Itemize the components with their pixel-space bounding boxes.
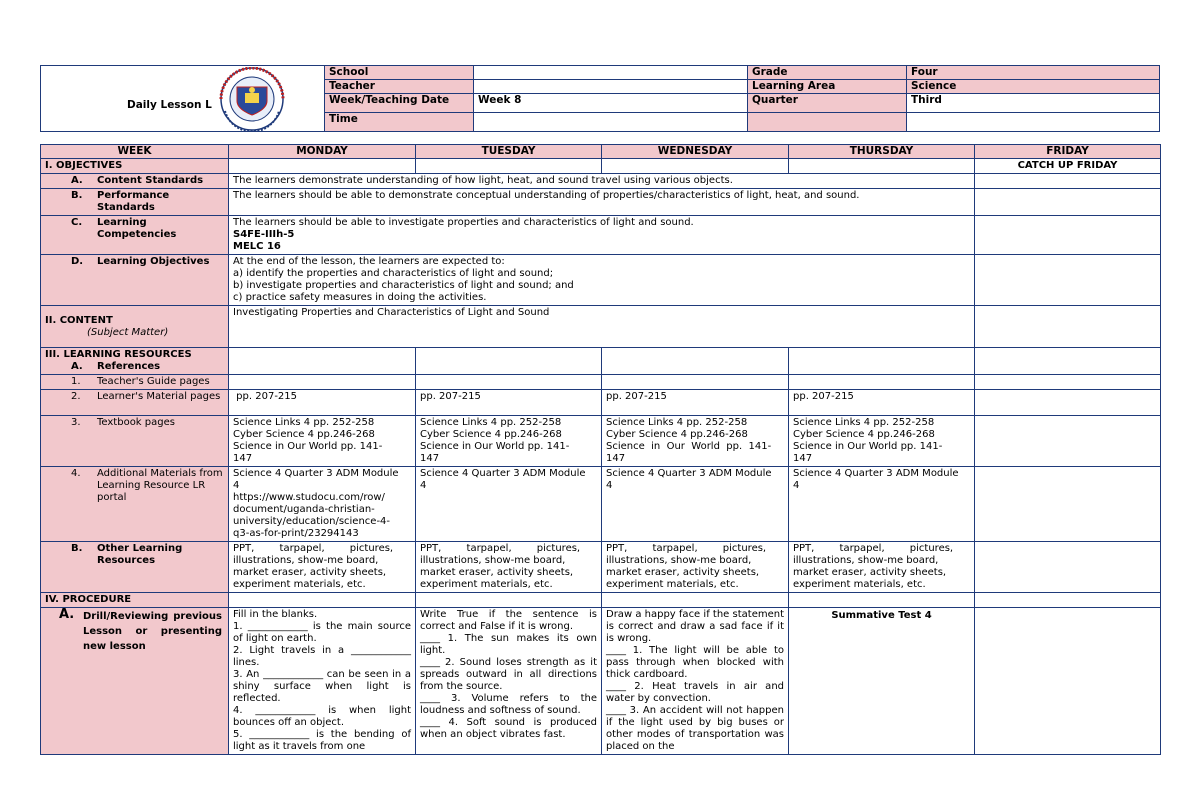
school-value (474, 66, 748, 80)
text-line: Fill in the blanks. (233, 609, 318, 620)
item-label: Learning Objectives (97, 256, 210, 267)
text-line: Draw a happy face if the statement is correct and draw a sad face if it is wrong. (606, 609, 784, 644)
text-line: Cyber Science 4 pp.246-268 (233, 429, 375, 440)
text-line: 147 (420, 453, 440, 464)
text-line: ____ 2. Sound loses strength as it spreads outward in all directions from the source. (420, 657, 597, 692)
lesson-table (40, 144, 1161, 755)
empty-cell (975, 174, 1161, 189)
other-resources-monday (229, 542, 416, 593)
empty-cell (975, 216, 1161, 255)
empty-cell (229, 375, 416, 390)
empty-cell (975, 467, 1161, 542)
col-tuesday: TUESDAY (416, 145, 602, 159)
item-label: Additional Materials from Learning Resource LR portal (97, 468, 223, 503)
col-friday: FRIDAY (975, 145, 1161, 159)
textbook-tuesday (416, 416, 602, 467)
text-line: Science Links 4 pp. 252-258 (793, 417, 935, 428)
content-heading: II. CONTENT (45, 314, 113, 326)
text-line: 4 (606, 480, 613, 491)
grade-value: Four (907, 66, 1160, 80)
empty-cell (975, 189, 1161, 216)
col-week: WEEK (41, 145, 229, 159)
textbook-pages-label (41, 416, 229, 467)
content-label (41, 306, 229, 348)
text-line: Science Links 4 pp. 252-258 (420, 417, 562, 428)
text-line: PPT, tarpapel, pictures, (606, 543, 767, 554)
teacher-label: Teacher (325, 80, 474, 94)
text-line: experiment materials, etc. (793, 579, 926, 590)
text-line: experiment materials, etc. (420, 579, 553, 590)
text-line: Science 4 Quarter 3 ADM Module (233, 468, 399, 479)
content-text: Investigating Properties and Characteristics of Light and Sound (229, 306, 975, 348)
text-line: Science Links 4 pp. 252-258 (606, 417, 748, 428)
empty-cell (789, 348, 975, 375)
text-line: market eraser, activity sheets, (793, 567, 947, 578)
empty-cell (975, 416, 1161, 467)
resource-link[interactable]: university/education/science-4- (233, 516, 391, 527)
lm-pages-wednesday: pp. 207-215 (602, 390, 789, 416)
item-label: Textbook pages (97, 417, 175, 428)
item-label: Learner's Material pages (97, 391, 221, 402)
text-line: market eraser, activity sheets, (420, 567, 574, 578)
additional-monday (229, 467, 416, 542)
text-line: Science in Our World pp. 141- (233, 441, 383, 452)
text-line: illustrations, show-me board, (606, 555, 752, 566)
item-letter: D. (71, 256, 84, 267)
empty-cell (975, 593, 1161, 608)
objective-line: a) identify the properties and characteristics of light and sound; (233, 268, 554, 279)
text-line: 4. ____________ is when light bounces off an object. (233, 705, 411, 728)
text-line: ____ 3. An accident will not happen if the light used by big buses or other modes of transportation was placed on the (606, 705, 784, 752)
empty-cell (416, 375, 602, 390)
text-line: Science in Our World pp. 141- (606, 441, 772, 452)
empty-cell (975, 375, 1161, 390)
empty-cell (602, 375, 789, 390)
col-monday: MONDAY (229, 145, 416, 159)
grade-label: Grade (748, 66, 907, 80)
item-label: Other Learning Resources (97, 543, 183, 566)
text-line: 4 (233, 480, 240, 491)
text-line: Science Links 4 pp. 252-258 (233, 417, 375, 428)
teacher-value (474, 80, 748, 94)
text-line: 147 (233, 453, 253, 464)
quarter-value: Third (907, 94, 1160, 113)
empty-cell (789, 375, 975, 390)
text-line: illustrations, show-me board, (420, 555, 566, 566)
teachers-guide-label (41, 375, 229, 390)
empty-cell (975, 348, 1161, 375)
empty-cell (602, 348, 789, 375)
text-line: market eraser, activity sheets, (233, 567, 387, 578)
competency-text: The learners should be able to investigate properties and characteristics of light and sound. (233, 217, 694, 228)
text-line: Science in Our World pp. 141- (420, 441, 570, 452)
quarter-label: Quarter (748, 94, 907, 113)
text-line: ____ 3. Volume refers to the loudness and softness of sound. (420, 693, 597, 716)
item-label: Drill/Reviewing previous Lesson or presenting new lesson (83, 611, 222, 652)
item-label: Learning Competencies (97, 217, 177, 240)
text-line: Cyber Science 4 pp.246-268 (420, 429, 562, 440)
item-label: References (97, 361, 161, 372)
text-line: ____ 1. The light will be able to pass through when blocked with thick cardboard. (606, 645, 784, 680)
textbook-monday (229, 416, 416, 467)
text-line: 1. ____________ is the main source of light on earth. (233, 621, 411, 644)
text-line: illustrations, show-me board, (793, 555, 939, 566)
item-letter: B. (71, 190, 83, 201)
procedure-heading: IV. PROCEDURE (41, 593, 229, 608)
empty-cell (975, 608, 1161, 755)
text-line: ____ 1. The sun makes its own light. (420, 633, 597, 656)
text-line: Science in Our World pp. 141- (793, 441, 943, 452)
drill-wednesday (602, 608, 789, 755)
objective-line: b) investigate properties and characteristics of light and sound; and (233, 280, 574, 291)
week-value: Week 8 (474, 94, 748, 113)
empty-cell (975, 390, 1161, 416)
competency-melc: MELC 16 (233, 241, 281, 252)
item-letter: A. (71, 361, 83, 372)
empty-cell (602, 593, 789, 608)
text-line: illustrations, show-me board, (233, 555, 379, 566)
doc-title: Daily Lesson L (127, 99, 212, 111)
col-thursday: THURSDAY (789, 145, 975, 159)
item-label: Teacher's Guide pages (97, 376, 210, 387)
objective-line: c) practice safety measures in doing the activities. (233, 292, 487, 303)
resource-link[interactable]: https://www.studocu.com/row/ (233, 492, 385, 503)
text-line: 4 (420, 480, 427, 491)
resource-link[interactable]: document/uganda-christian- (233, 504, 375, 515)
item-letter: B. (71, 543, 83, 554)
text-line: 147 (606, 453, 626, 464)
additional-materials-label (41, 467, 229, 542)
performance-standards-text: The learners should be able to demonstrate conceptual understanding of properties/characteristics of light, heat, and sound. (229, 189, 975, 216)
item-label: Performance Standards (97, 190, 170, 213)
text-line: ____ 4. Soft sound is produced when an object vibrates fast. (420, 717, 597, 740)
text-line: market eraser, activity sheets, (606, 567, 760, 578)
drill-thursday: Summative Test 4 (789, 608, 975, 755)
text-line: Cyber Science 4 pp.246-268 (793, 429, 935, 440)
content-standards-text: The learners demonstrate understanding of how light, heat, and sound travel using various objects. (229, 174, 975, 189)
area-value: Science (907, 80, 1160, 94)
performance-standards-label (41, 189, 229, 216)
empty-cell (229, 593, 416, 608)
empty-cell (416, 348, 602, 375)
other-resources-tuesday (416, 542, 602, 593)
other-resources-label (41, 542, 229, 593)
week-label: Week/Teaching Date (325, 94, 474, 113)
empty-cell (229, 348, 416, 375)
empty-cell (229, 159, 416, 174)
header-table (40, 65, 1160, 132)
learners-material-label (41, 390, 229, 416)
text-line: 4 (793, 480, 800, 491)
learning-objectives-text (229, 255, 975, 306)
competency-code: S4FE-IIIh-5 (233, 229, 295, 240)
drill-monday (229, 608, 416, 755)
other-resources-thursday (789, 542, 975, 593)
content-standards-label (41, 174, 229, 189)
item-number: 1. (71, 376, 81, 387)
objective-line: At the end of the lesson, the learners are expected to: (233, 256, 505, 267)
title-cell (41, 66, 325, 132)
text-line: Write True if the sentence is correct and False if it is wrong. (420, 609, 597, 632)
additional-wednesday (602, 467, 789, 542)
text-line: PPT, tarpapel, pictures, (420, 543, 581, 554)
resources-heading: III. LEARNING RESOURCES (45, 349, 192, 360)
empty-cell (975, 306, 1161, 348)
item-letter: A. (59, 607, 75, 622)
item-label: Content Standards (97, 175, 204, 186)
school-label: School (325, 66, 474, 80)
item-number: 2. (71, 391, 81, 402)
empty-cell (602, 159, 789, 174)
text-line: ____ 2. Heat travels in air and water by convection. (606, 681, 784, 704)
item-number: 4. (71, 468, 81, 479)
col-wednesday: WEDNESDAY (602, 145, 789, 159)
resource-link[interactable]: q3-as-for-print/23294143 (233, 528, 359, 539)
textbook-thursday (789, 416, 975, 467)
text-line: 147 (793, 453, 813, 464)
empty-cell (975, 255, 1161, 306)
drill-label (41, 608, 229, 755)
deped-seal-icon (209, 67, 295, 131)
resources-heading-cell (41, 348, 229, 375)
lm-pages-monday: pp. 207-215 (229, 390, 416, 416)
empty-cell (789, 593, 975, 608)
item-letter: A. (71, 175, 83, 186)
drill-tuesday (416, 608, 602, 755)
text-line: 3. An ____________ can be seen in a shiny surface when light is reflected. (233, 669, 411, 704)
text-line: experiment materials, etc. (233, 579, 366, 590)
text-line: 2. Light travels in a ____________ lines. (233, 645, 411, 668)
content-sub: (Subject Matter) (87, 326, 169, 338)
text-line: 5. ____________ is the bending of light as it travels from one (233, 729, 411, 752)
area-label: Learning Area (748, 80, 907, 94)
textbook-wednesday (602, 416, 789, 467)
empty-cell (789, 159, 975, 174)
additional-tuesday (416, 467, 602, 542)
empty-cell (907, 113, 1160, 132)
empty-cell (975, 542, 1161, 593)
text-line: Science 4 Quarter 3 ADM Module (420, 468, 586, 479)
item-letter: C. (71, 217, 83, 228)
item-number: 3. (71, 417, 81, 428)
competencies-text (229, 216, 975, 255)
competencies-label (41, 216, 229, 255)
column-header-row (41, 145, 1161, 159)
other-resources-wednesday (602, 542, 789, 593)
additional-thursday (789, 467, 975, 542)
empty-cell (416, 159, 602, 174)
text-line: Science 4 Quarter 3 ADM Module (793, 468, 959, 479)
empty-cell (416, 593, 602, 608)
lm-pages-tuesday: pp. 207-215 (416, 390, 602, 416)
text-line: experiment materials, etc. (606, 579, 739, 590)
time-value (474, 113, 748, 132)
empty-cell (748, 113, 907, 132)
text-line: Science 4 Quarter 3 ADM Module (606, 468, 772, 479)
catch-up-friday: CATCH UP FRIDAY (975, 159, 1161, 174)
text-line: Cyber Science 4 pp.246-268 (606, 429, 748, 440)
text-line: PPT, tarpapel, pictures, (793, 543, 954, 554)
lm-pages-thursday: pp. 207-215 (789, 390, 975, 416)
objectives-heading: I. OBJECTIVES (41, 159, 229, 174)
learning-objectives-label (41, 255, 229, 306)
text-line: PPT, tarpapel, pictures, (233, 543, 394, 554)
time-label: Time (325, 113, 474, 132)
